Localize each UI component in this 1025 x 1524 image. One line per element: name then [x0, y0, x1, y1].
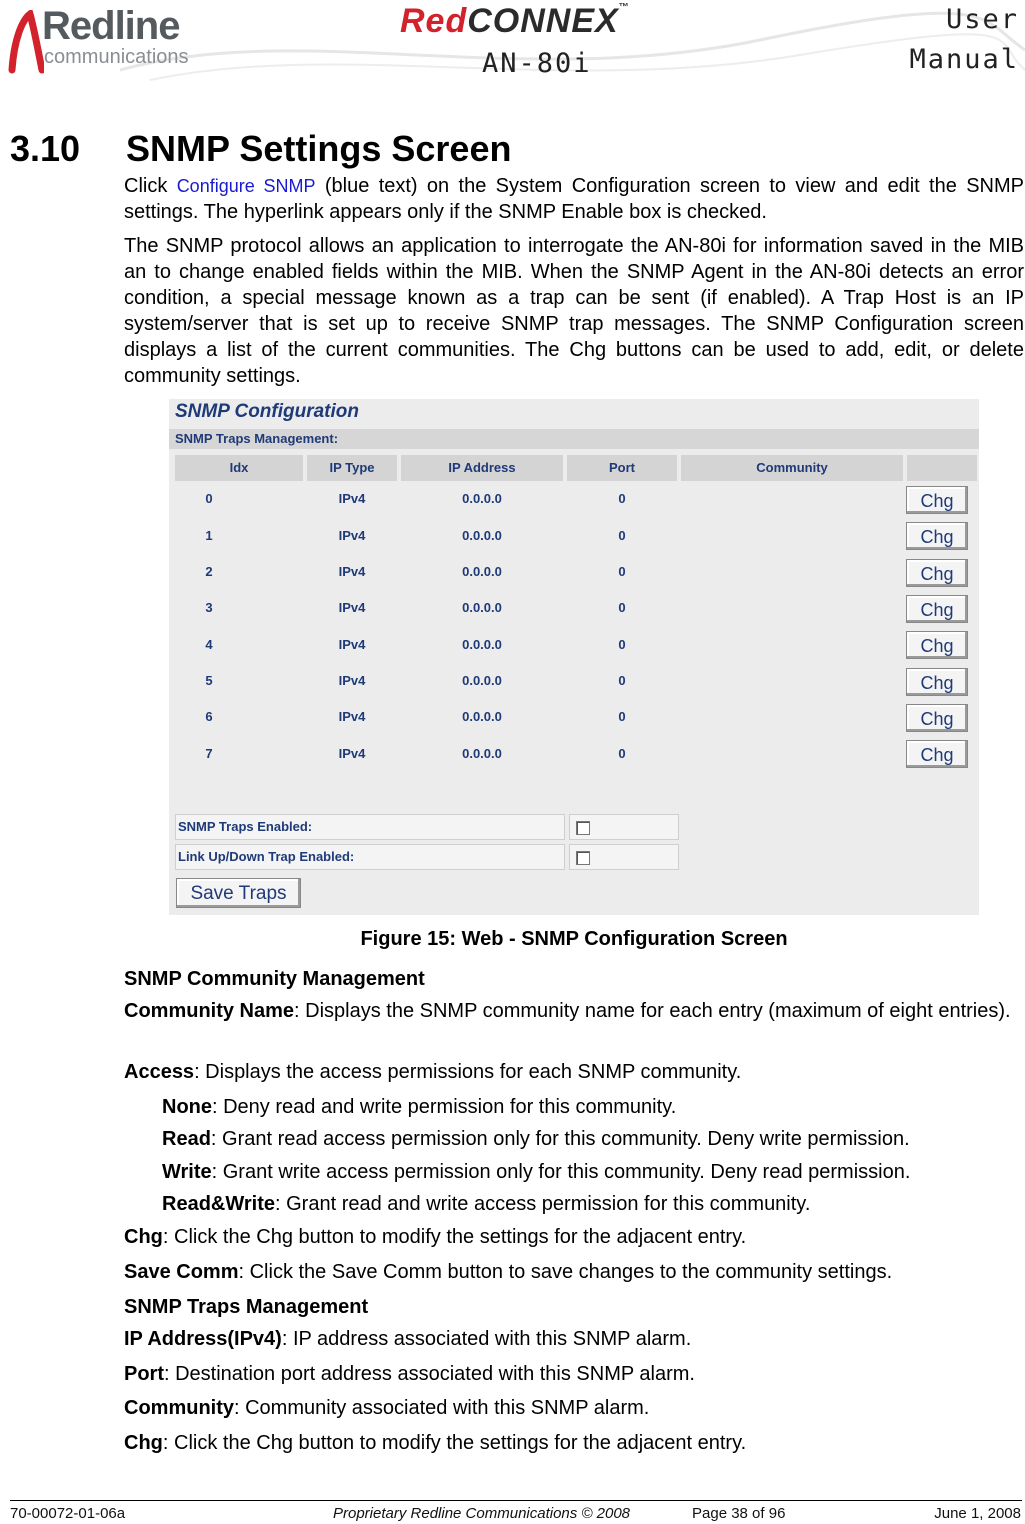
col-header-community: Community: [681, 455, 903, 481]
term: Community: [124, 1397, 234, 1419]
col-header-action: [907, 455, 977, 481]
save-comm-def: [124, 1259, 1024, 1285]
community-def: [124, 1395, 1024, 1421]
read-write-def: [162, 1191, 1024, 1217]
row-port: 0: [618, 637, 626, 652]
traps-heading: SNMP Traps Management: [124, 1296, 369, 1318]
row-ip-address: 0.0.0.0: [462, 673, 502, 688]
row-port: 0: [618, 600, 626, 615]
footer-copyright: Proprietary Redline Communications © 2008: [333, 1505, 631, 1522]
chg-button[interactable]: Chg: [906, 668, 968, 696]
port-def: [124, 1361, 1024, 1387]
desc: : Grant read and write access permission for this community.: [275, 1193, 811, 1215]
col-header-idx: Idx: [175, 455, 303, 481]
row-port: 0: [618, 709, 626, 724]
snmp-traps-enabled-checkbox[interactable]: [576, 821, 590, 835]
row-ip-type: IPv4: [338, 564, 366, 579]
snmp-configuration-screenshot: [169, 399, 979, 915]
desc: : IP address associated with this SNMP alarm.: [281, 1328, 692, 1350]
term: Port: [124, 1363, 164, 1385]
link-updown-trap-label: Link Up/Down Trap Enabled:: [175, 844, 565, 870]
intro-click-word: Click: [124, 175, 168, 197]
row-idx: 0: [205, 491, 213, 506]
row-ip-type: IPv4: [338, 528, 366, 543]
row-idx: 4: [205, 637, 213, 652]
product-model: AN-80i: [482, 48, 592, 79]
row-idx: 3: [205, 600, 213, 615]
row-idx: 6: [205, 709, 213, 724]
redline-logo-word: Redline: [42, 4, 180, 48]
redline-logo: [4, 4, 214, 74]
term: Community Name: [124, 1000, 295, 1022]
row-ip-address: 0.0.0.0: [462, 491, 502, 506]
redline-logo-sub: communications: [44, 46, 189, 68]
row-idx: 1: [205, 528, 213, 543]
page-header: [0, 0, 1025, 88]
screenshot-title: SNMP Configuration: [175, 401, 359, 422]
chg-def-traps: [124, 1430, 1024, 1456]
row-ip-type: IPv4: [338, 600, 366, 615]
section-number: 3.10: [10, 128, 81, 169]
redconnex-red: Red: [400, 2, 468, 40]
row-ip-address: 0.0.0.0: [462, 528, 502, 543]
none-def: [162, 1094, 1024, 1120]
row-port: 0: [618, 673, 626, 688]
term: None: [162, 1096, 212, 1118]
ip-address-def: [124, 1326, 1024, 1352]
term: Read&Write: [162, 1193, 275, 1215]
intro-paragraph-2: The SNMP protocol allows an application to interrogate the AN-80i for information saved in the MIB an to change enabled fields within the MIB. When the SNMP Agent in the AN-80i detects an error condition, a special message known as a trap can be sent (if enabled). A Trap Host is an IP system/server that is set up to receive SNMP trap messages. The SNMP Configuration screen displays a list of the current communities. The Chg buttons can be used to add, edit, or delete community settings.: [124, 235, 1024, 387]
col-header-ip-address: IP Address: [401, 455, 563, 481]
row-ip-type: IPv4: [338, 746, 366, 761]
redconnex-logo: [400, 2, 630, 41]
traps-management-bar: [169, 429, 979, 449]
link-updown-trap-checkbox[interactable]: [576, 851, 590, 865]
col-header-ip-type: IP Type: [307, 455, 397, 481]
desc: : Destination port address associated with this SNMP alarm.: [164, 1363, 695, 1385]
link-updown-trap-row: [175, 844, 677, 870]
row-port: 0: [618, 746, 626, 761]
doc-type-user: User: [945, 4, 1019, 35]
desc: : Grant write access permission only for this community. Deny read permission.: [211, 1161, 911, 1183]
snmp-traps-enabled-cell: [569, 814, 679, 840]
chg-button[interactable]: Chg: [906, 595, 968, 623]
row-ip-address: 0.0.0.0: [462, 564, 502, 579]
community-heading: SNMP Community Management: [124, 968, 425, 990]
desc: : Community associated with this SNMP alarm.: [234, 1397, 650, 1419]
chg-button[interactable]: Chg: [906, 522, 968, 550]
row-idx: 7: [205, 746, 213, 761]
section-heading: SNMP Settings Screen: [126, 128, 512, 169]
desc: : Displays the SNMP community name for each entry (maximum of eight entries).: [294, 1000, 1011, 1022]
desc: : Click the Chg button to modify the settings for the adjacent entry.: [162, 1226, 747, 1248]
row-ip-address: 0.0.0.0: [462, 709, 502, 724]
chg-button[interactable]: Chg: [906, 486, 968, 514]
row-idx: 5: [205, 673, 213, 688]
snmp-traps-enabled-row: [175, 814, 677, 840]
desc: : Click the Save Comm button to save changes to the community settings.: [238, 1261, 893, 1283]
traps-management-label: SNMP Traps Management:: [175, 431, 339, 446]
desc: : Displays the access permissions for each SNMP community.: [194, 1061, 742, 1083]
redconnex-connex: CONNEX: [467, 2, 619, 40]
chg-button[interactable]: Chg: [906, 704, 968, 732]
configure-snmp-link[interactable]: Configure SNMP: [176, 176, 316, 196]
redline-logo-mark-icon: [4, 10, 44, 74]
community-name-def: [124, 998, 1024, 1024]
figure-caption: Figure 15: Web - SNMP Configuration Screen: [360, 928, 788, 950]
footer-doc-number: 70-00072-01-06a: [10, 1505, 126, 1522]
row-ip-address: 0.0.0.0: [462, 637, 502, 652]
col-header-port: Port: [567, 455, 677, 481]
row-port: 0: [618, 491, 626, 506]
row-ip-type: IPv4: [338, 709, 366, 724]
footer-rule: [10, 1500, 1022, 1501]
doc-type-manual: Manual: [909, 44, 1019, 75]
term: IP Address(IPv4): [124, 1328, 282, 1350]
save-traps-button[interactable]: Save Traps: [176, 878, 301, 908]
chg-button[interactable]: Chg: [906, 631, 968, 659]
desc: : Click the Chg button to modify the settings for the adjacent entry.: [162, 1432, 747, 1454]
term: Access: [124, 1061, 195, 1083]
chg-button[interactable]: Chg: [906, 740, 968, 768]
row-idx: 2: [205, 564, 213, 579]
term: Read: [162, 1128, 211, 1150]
chg-button[interactable]: Chg: [906, 559, 968, 587]
row-ip-address: 0.0.0.0: [462, 600, 502, 615]
term: Chg: [124, 1226, 163, 1248]
row-port: 0: [618, 528, 626, 543]
intro-paragraph-1: [124, 173, 1024, 225]
row-ip-type: IPv4: [338, 637, 366, 652]
write-def: [162, 1159, 1024, 1185]
access-def: [124, 1059, 1024, 1085]
term: Chg: [124, 1432, 163, 1454]
footer-page: Page 38 of 96: [692, 1505, 786, 1522]
row-ip-type: IPv4: [338, 491, 366, 506]
row-ip-type: IPv4: [338, 673, 366, 688]
term: Write: [162, 1161, 212, 1183]
desc: : Deny read and write permission for this community.: [212, 1096, 677, 1118]
chg-def-community: [124, 1224, 1024, 1250]
redconnex-tm: ™: [618, 2, 630, 13]
row-ip-address: 0.0.0.0: [462, 746, 502, 761]
row-port: 0: [618, 564, 626, 579]
term: Save Comm: [124, 1261, 239, 1283]
footer-date: June 1, 2008: [934, 1505, 1021, 1522]
intro-rest: (blue text) on the System Configuration screen to view and edit the SNMP settings. The hyperlink appears only if the SNMP Enable box is checked.: [124, 175, 1024, 223]
link-updown-trap-cell: [569, 844, 679, 870]
read-def: [162, 1126, 1024, 1152]
snmp-traps-enabled-label: SNMP Traps Enabled:: [175, 814, 565, 840]
section-title: [10, 128, 511, 170]
desc: : Grant read access permission only for this community. Deny write permission.: [210, 1128, 910, 1150]
